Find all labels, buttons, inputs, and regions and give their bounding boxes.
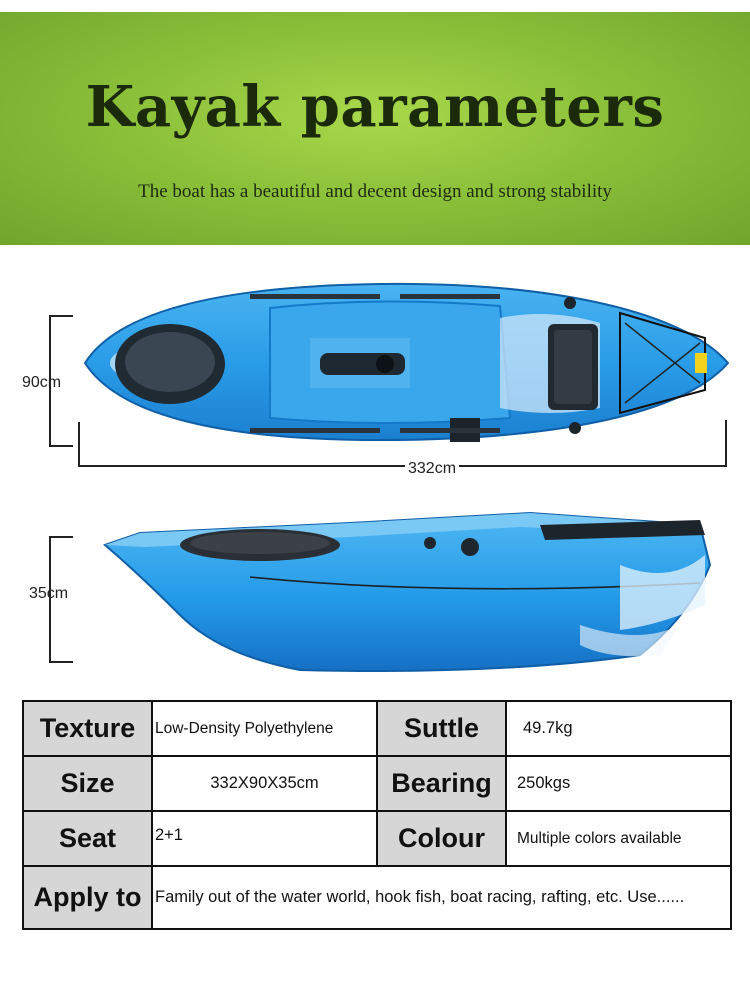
kayak-top-view-image xyxy=(80,278,730,448)
apply-to-label: Apply to xyxy=(23,866,152,929)
size-value: 332X90X35cm xyxy=(152,756,377,811)
kayak-side-view-image xyxy=(100,505,715,680)
bearing-label: Bearing xyxy=(377,756,506,811)
table-row xyxy=(23,756,731,811)
size-label: Size xyxy=(23,756,152,811)
width-dimension-label: 90cm xyxy=(22,374,62,391)
page-title: Kayak parameters xyxy=(85,74,665,140)
spec-table xyxy=(22,700,732,930)
seat-label: Seat xyxy=(23,811,152,866)
suttle-label: Suttle xyxy=(377,701,506,756)
seat-value: 2+1 xyxy=(152,811,377,866)
colour-value: Multiple colors available xyxy=(506,811,731,866)
texture-label: Texture xyxy=(23,701,152,756)
bearing-value: 250kgs xyxy=(506,756,731,811)
table-row xyxy=(23,811,731,866)
colour-label: Colour xyxy=(377,811,506,866)
table-row xyxy=(23,701,731,756)
texture-value: Low-Density Polyethylene xyxy=(152,701,377,756)
table-row xyxy=(23,866,731,929)
apply-to-value: Family out of the water world, hook fish, boat racing, rafting, etc. Use...... xyxy=(152,866,731,929)
height-dimension-label: 35cm xyxy=(29,585,69,602)
page-subtitle: The boat has a beautiful and decent design and strong stability xyxy=(138,181,612,202)
suttle-value: 49.7kg xyxy=(506,701,731,756)
length-dimension-label: 332cm xyxy=(405,460,459,478)
